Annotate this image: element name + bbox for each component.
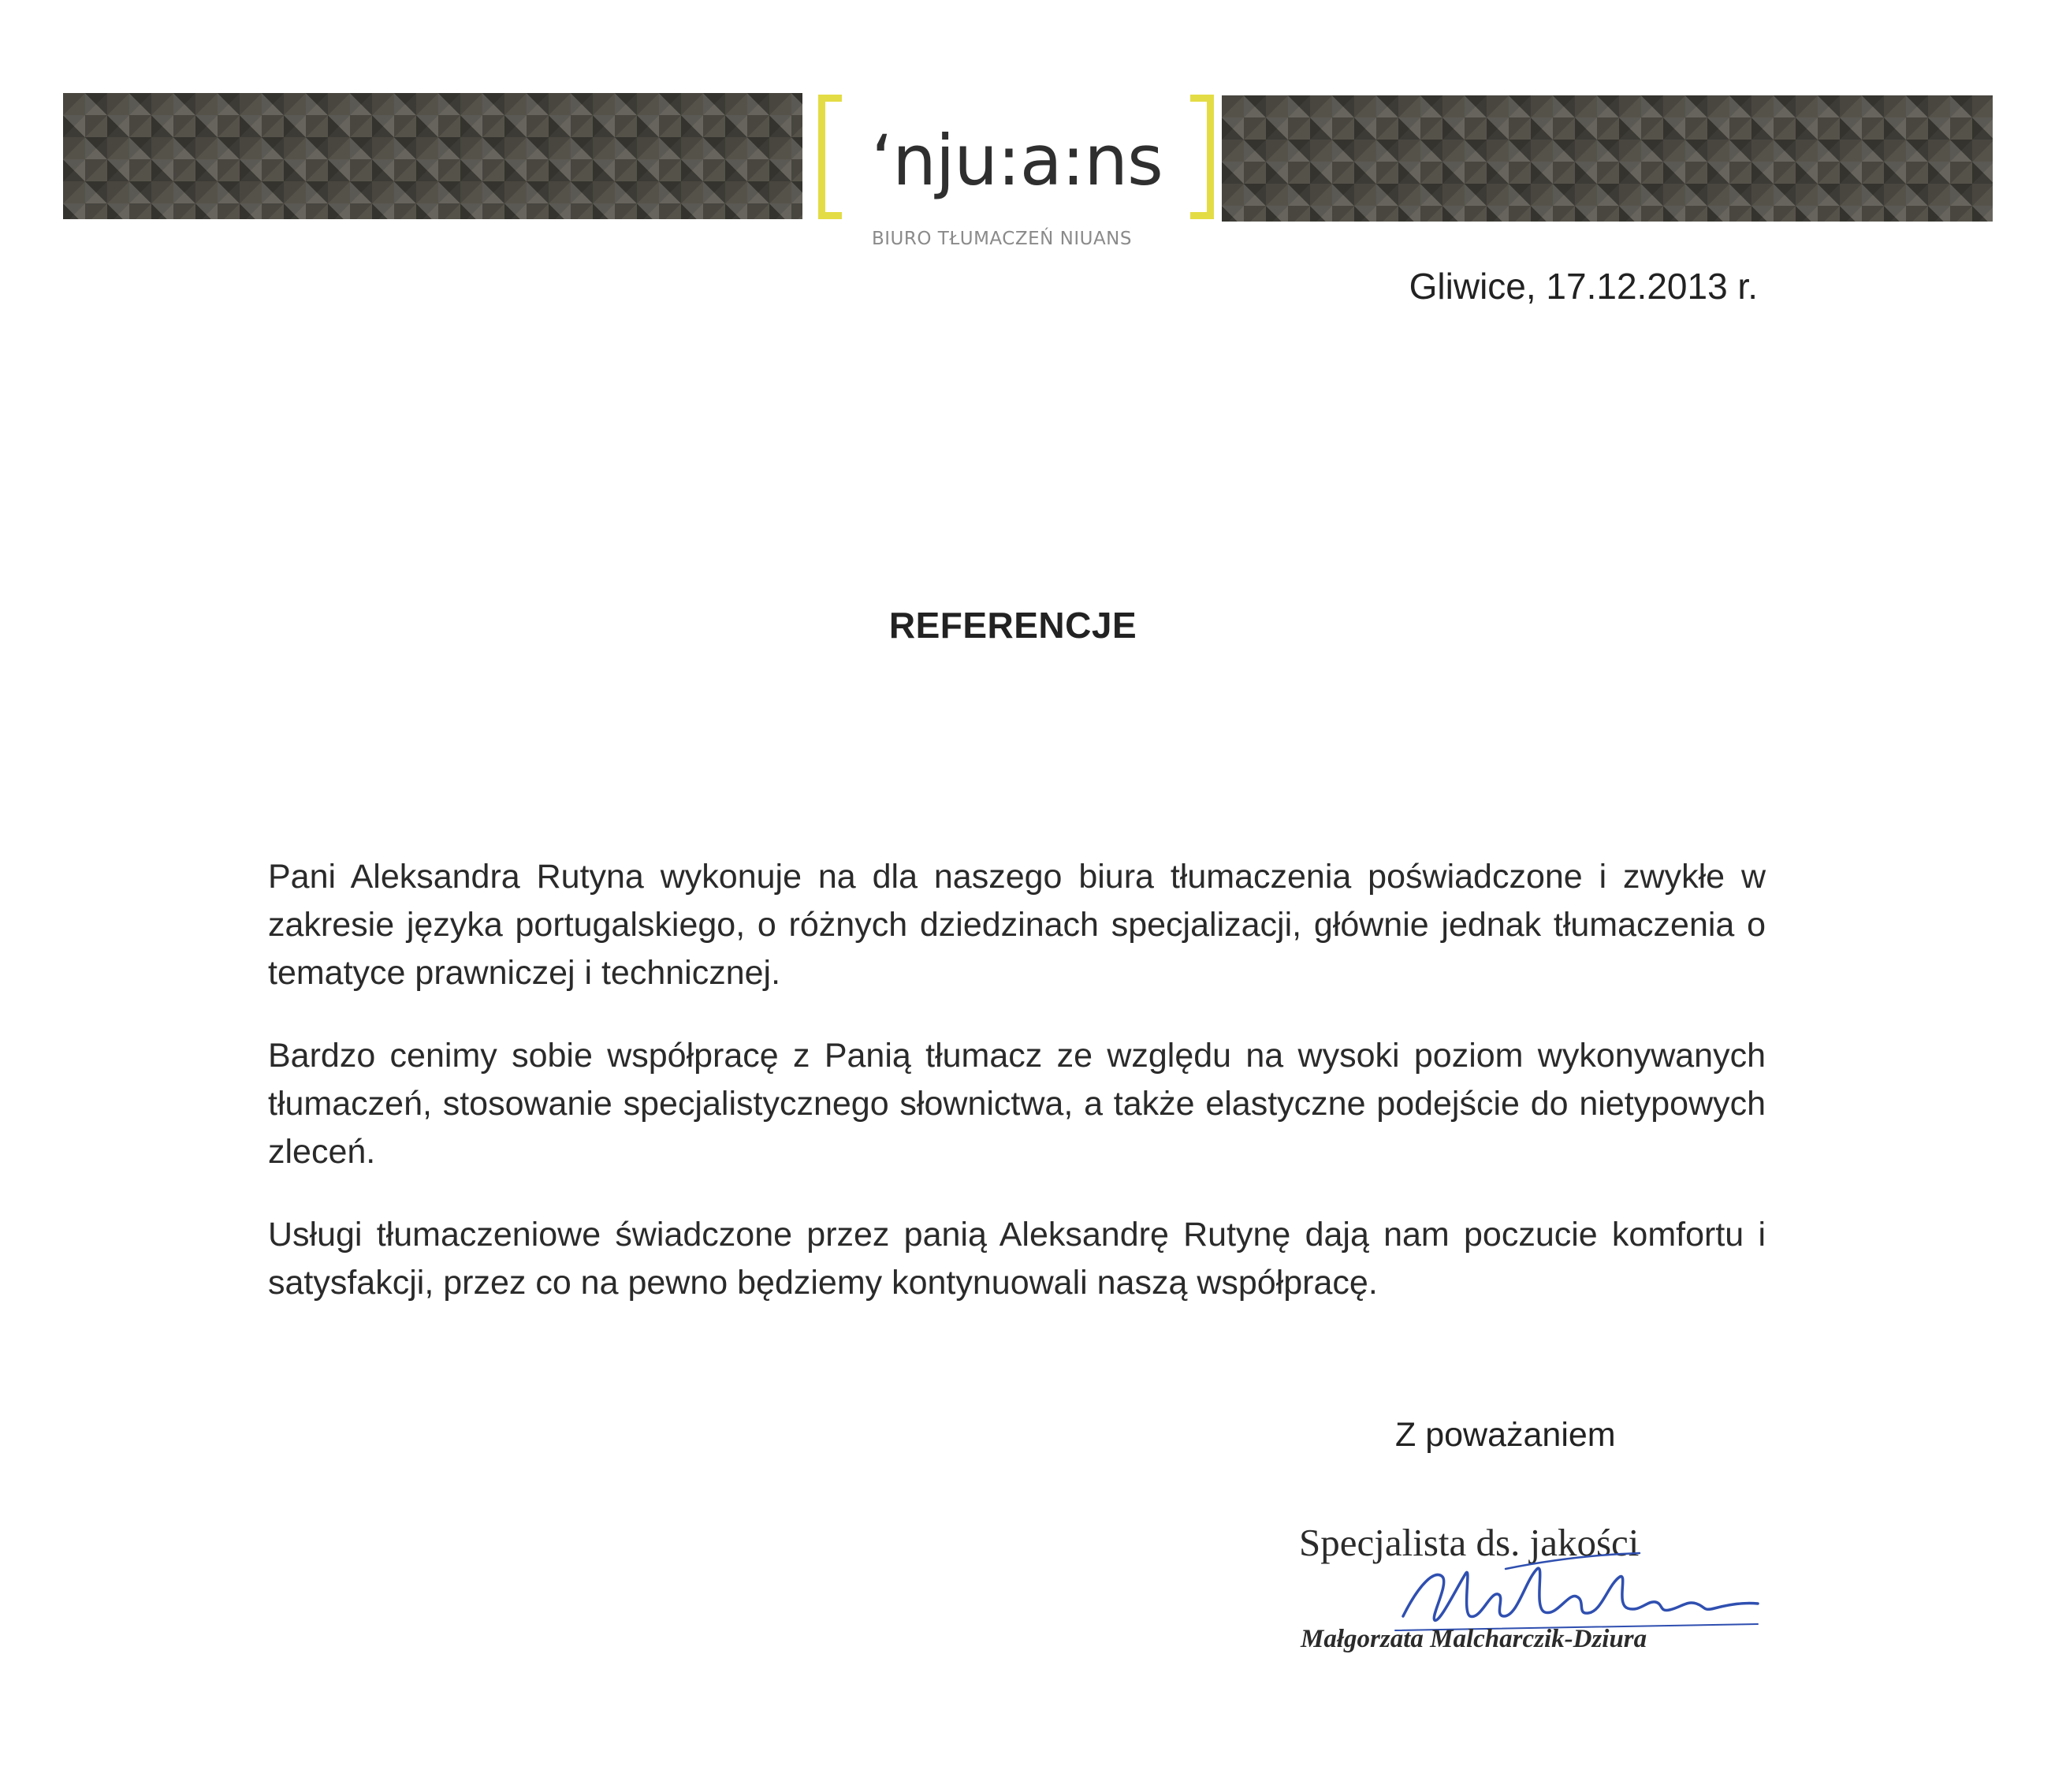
stamp-title: Specjalista ds. jakości: [1299, 1521, 1640, 1564]
body-paragraph: Usługi tłumaczeniowe świadczone przez panią Aleksandrę Rutynę dają nam poczucie komfortu i satysfakcji, przez co na pewno będziemy kontynuowali naszą współpracę.: [268, 1216, 1766, 1302]
logo-subtitle: BIURO TŁUMACZEŃ NIUANS: [871, 229, 1132, 249]
stamp-name: Małgorzata Malcharczik-Dziura: [1301, 1625, 1647, 1653]
body-paragraph: Pani Aleksandra Rutyna wykonuje na dla naszego biura tłumaczenia poświadczone i zwykłe w zakresie języka portugalskiego, o różnych dziedzinach specjalizacji, głównie jednak tłumaczenia o tematyce prawniczej i technicznej.: [268, 858, 1766, 992]
closing-phrase: Z poważaniem: [1395, 1416, 1616, 1454]
company-logo: [810, 91, 1214, 260]
letter-date: Gliwice, 17.12.2013 r.: [1409, 266, 1758, 307]
logo-bracket-left: [818, 95, 842, 219]
letter-body: [268, 853, 1766, 1342]
header-banner-right: [1222, 95, 1993, 222]
letter-title: REFERENCJE: [888, 605, 1137, 646]
logo-wordmark: ‘nju:a:ns: [871, 120, 1163, 201]
logo-bracket-right: [1190, 95, 1214, 219]
header-banner-left: [63, 93, 802, 219]
body-paragraph: Bardzo cenimy sobie współpracę z Panią tłumacz ze względu na wysoki poziom wykonywanych tłumaczeń, stosowanie specjalistycznego słownictwa, a także elastyczne podejście do nietypowych zleceń.: [268, 1037, 1766, 1171]
